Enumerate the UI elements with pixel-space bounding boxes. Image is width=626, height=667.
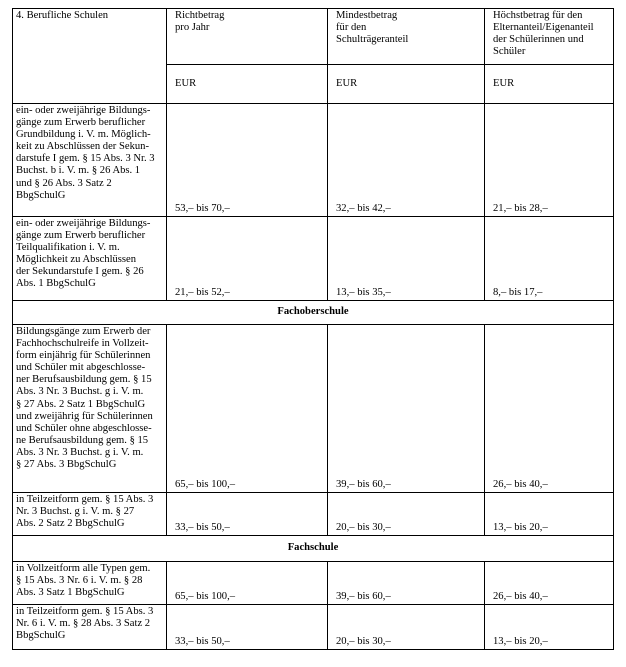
table-row [13, 325, 614, 493]
row-mindestbetrag: 32,– bis 42,– [328, 104, 485, 217]
row-mindestbetrag: 39,– bis 60,– [328, 325, 485, 493]
row-label: in Teilzeitform gem. § 15 Abs. 3 Nr. 6 i. V. m. § 28 Abs. 3 Satz 2 BbgSchulG [13, 605, 167, 650]
header-richtbetrag: Richtbetrag pro Jahr [167, 9, 328, 65]
table-header-row [13, 9, 614, 65]
row-richtbetrag: 33,– bis 50,– [167, 605, 328, 650]
table-row [13, 605, 614, 650]
section-title: Fachoberschule [13, 301, 614, 325]
row-mindestbetrag: 13,– bis 35,– [328, 217, 485, 301]
row-mindestbetrag: 20,– bis 30,– [328, 605, 485, 650]
row-richtbetrag: 65,– bis 100,– [167, 562, 328, 605]
row-hoechstbetrag: 26,– bis 40,– [485, 325, 614, 493]
row-mindestbetrag: 20,– bis 30,– [328, 493, 485, 536]
row-hoechstbetrag: 13,– bis 20,– [485, 605, 614, 650]
section-title: Fachschule [13, 536, 614, 562]
row-label: in Teilzeitform gem. § 15 Abs. 3 Nr. 3 Buchst. g i. V. m. § 27 Abs. 2 Satz 2 BbgSchulG [13, 493, 167, 536]
fee-table [12, 8, 614, 650]
row-mindestbetrag: 39,– bis 60,– [328, 562, 485, 605]
row-richtbetrag: 21,– bis 52,– [167, 217, 328, 301]
row-hoechstbetrag: 21,– bis 28,– [485, 104, 614, 217]
row-richtbetrag: 53,– bis 70,– [167, 104, 328, 217]
header-category: 4. Berufliche Schulen [13, 9, 167, 104]
row-label: in Vollzeitform alle Typen gem. § 15 Abs. 3 Nr. 6 i. V. m. § 28 Abs. 3 Satz 1 BbgSchulG [13, 562, 167, 605]
table-row [13, 217, 614, 301]
table-row [13, 104, 614, 217]
row-hoechstbetrag: 13,– bis 20,– [485, 493, 614, 536]
table-row [13, 493, 614, 536]
unit-richtbetrag: EUR [167, 65, 328, 104]
unit-hoechstbetrag: EUR [485, 65, 614, 104]
row-label: Bildungsgänge zum Erwerb der Fachhochschulreife in Vollzeit- form einjährig für Schülerinnen und Schüler mit abgeschlosse- ner Berufsausbildung gem. § 15 Abs. 3 Nr. 3 Buchst. g i. V. m. § 27 Abs. 2 Satz 1 BbgSchulG und zweijährig für Schülerinnen und Schüler ohne abgeschlosse- ne Berufsausbildung gem. § 15 Abs. 3 Nr. 3 Buchst. g i. V. m. § 27 Abs. 3 BbgSchulG [13, 325, 167, 493]
header-mindestbetrag: Mindestbetrag für den Schulträgeranteil [328, 9, 485, 65]
row-hoechstbetrag: 8,– bis 17,– [485, 217, 614, 301]
row-label: ein- oder zweijährige Bildungs- gänge zum Erwerb beruflicher Teilqualifikation i. V. m. Möglichkeit zu Abschlüssen der Sekundarstufe I gem. § 26 Abs. 1 BbgSchulG [13, 217, 167, 301]
section-row-fachoberschule [13, 301, 614, 325]
section-row-fachschule [13, 536, 614, 562]
header-hoechstbetrag: Höchstbetrag für den Elternanteil/Eigenanteil der Schülerinnen und Schüler [485, 9, 614, 65]
row-richtbetrag: 33,– bis 50,– [167, 493, 328, 536]
row-richtbetrag: 65,– bis 100,– [167, 325, 328, 493]
row-label: ein- oder zweijährige Bildungs- gänge zum Erwerb beruflicher Grundbildung i. V. m. Möglich- keit zu Abschlüssen der Sekun- darstufe I gem. § 15 Abs. 3 Nr. 3 Buchst. b i. V. m. § 26 Abs. 1 und § 26 Abs. 3 Satz 2 BbgSchulG [13, 104, 167, 217]
row-hoechstbetrag: 26,– bis 40,– [485, 562, 614, 605]
table-row [13, 562, 614, 605]
unit-mindestbetrag: EUR [328, 65, 485, 104]
